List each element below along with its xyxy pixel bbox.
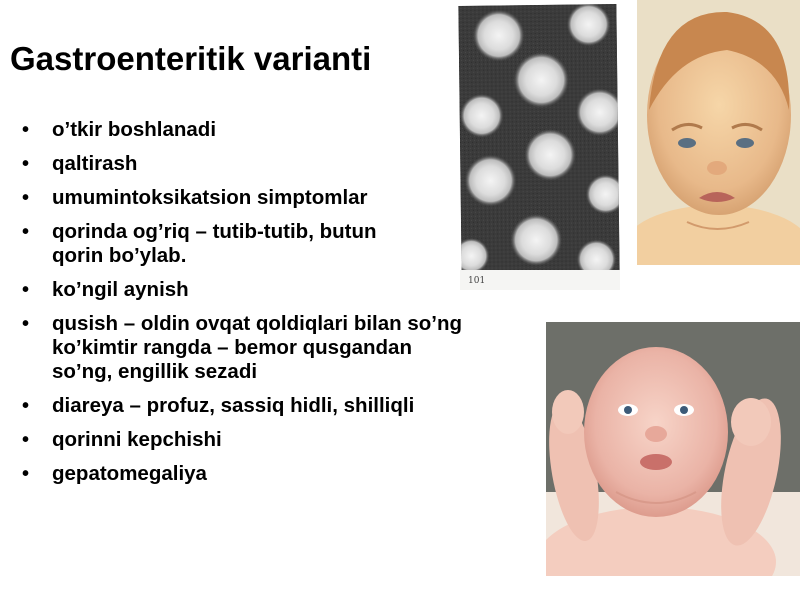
bullet-dot: • [22, 395, 30, 417]
bullet-dot: • [22, 279, 30, 301]
bullet-dot: • [22, 119, 30, 141]
bullet-text: qorinda og’riq – tutib-tutib, butun qorin bo’ylab. [52, 220, 377, 267]
bullet-text: qusish – oldin ovqat qoldiqlari bilan so’ng ko’kimtir rangda – bemor qusgandan so’ng, engillik sezadi [52, 312, 463, 383]
virus-micrograph-image [458, 4, 619, 274]
bullet-dot: • [22, 463, 30, 485]
baby-holding-head-graphic [546, 322, 800, 576]
bullet-dot: • [22, 313, 30, 335]
bullet-item [22, 152, 472, 176]
bullet-text: qorinni kepchishi [52, 428, 222, 451]
bullet-item [22, 312, 472, 384]
bullet-item [22, 278, 472, 302]
bullet-dot: • [22, 429, 30, 451]
baby-holding-head-photo [546, 322, 800, 576]
bullet-item [22, 186, 472, 210]
bullet-text: umumintoksikatsion simptomlar [52, 186, 368, 209]
bullet-text: gepatomegaliya [52, 462, 207, 485]
bullet-text: diareya – profuz, sassiq hidli, shilliqli [52, 394, 415, 417]
bullet-item [22, 394, 462, 418]
slide-title: Gastroenteritik varianti [10, 40, 372, 77]
virus-caption-strip [460, 270, 620, 290]
bullet-dot: • [22, 221, 30, 243]
bullet-item [22, 428, 472, 452]
crying-baby-photo [637, 0, 800, 265]
bullet-text: o’tkir boshlanadi [52, 118, 217, 141]
bullet-list [22, 118, 472, 496]
bullet-text: ko’ngil aynish [52, 278, 189, 301]
crying-baby-graphic [637, 0, 800, 265]
virus-particles-graphic [458, 4, 619, 274]
bullet-text: qaltirash [52, 152, 138, 175]
bullet-item [22, 118, 472, 142]
bullet-dot: • [22, 153, 30, 175]
bullet-item [22, 462, 472, 486]
bullet-dot: • [22, 187, 30, 209]
bullet-item [22, 220, 412, 268]
virus-caption: 101 [468, 276, 486, 286]
